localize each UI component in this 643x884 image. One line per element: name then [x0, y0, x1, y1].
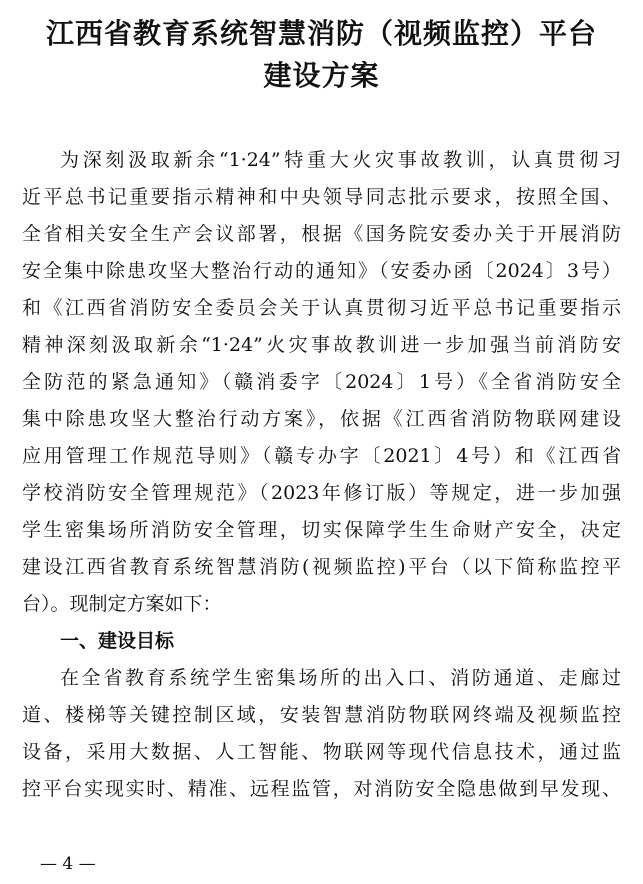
paragraph-line: 建设江西省教育系统智慧消防(视频监控)平台（以下简称监控平	[22, 556, 621, 578]
paragraph-line: 安全集中除患攻坚大整治行动的通知》（安委办函〔2024〕3号）	[22, 260, 621, 282]
paragraph-line: 和《江西省消防安全委员会关于认真贯彻习近平总书记重要指示	[22, 297, 621, 319]
paragraph-line: 全省相关安全生产会议部署，根据《国务院安委办关于开展消防	[22, 223, 621, 245]
page-number: — 4 —	[40, 854, 96, 874]
paragraph-line: 为深刻汲取新余“1·24”特重大火灾事故教训，认真贯彻习	[60, 149, 621, 171]
document-title-line-2: 建设方案	[263, 59, 380, 92]
document-title-line-1: 江西省教育系统智慧消防（视频监控）平台	[45, 17, 597, 50]
paragraph-line: 控平台实现实时、精准、远程监管，对消防安全隐患做到早发现、	[22, 778, 621, 800]
paragraph-line: 学生密集场所消防安全管理，切实保障学生生命财产安全，决定	[22, 519, 621, 541]
paragraph-line: 在全省教育系统学生密集场所的出入口、消防通道、走廊过	[60, 667, 621, 689]
paragraph-line: 应用管理工作规范导则》（赣专办字〔2021〕4号）和《江西省	[22, 445, 621, 467]
paragraph-line: 学校消防安全管理规范》（2023年修订版）等规定，进一步加强	[22, 482, 621, 504]
paragraph-line: 道、楼梯等关键控制区域，安装智慧消防物联网终端及视频监控	[22, 704, 621, 726]
paragraph-line: 全防范的紧急通知》（赣消委字〔2024〕1号）《全省消防安全	[22, 371, 621, 393]
paragraph-line: 设备，采用大数据、人工智能、物联网等现代信息技术，通过监	[22, 741, 621, 763]
paragraph-line: 台）。现制定方案如下：	[22, 593, 222, 615]
paragraph-line: 精神深刻汲取新余“1·24”火灾事故教训进一步加强当前消防安	[22, 334, 621, 356]
section-heading: 一、建设目标	[60, 630, 175, 652]
paragraph-line: 集中除患攻坚大整治行动方案》，依据《江西省消防物联网建设	[22, 408, 621, 430]
paragraph-line: 近平总书记重要指示精神和中央领导同志批示要求，按照全国、	[22, 186, 621, 208]
